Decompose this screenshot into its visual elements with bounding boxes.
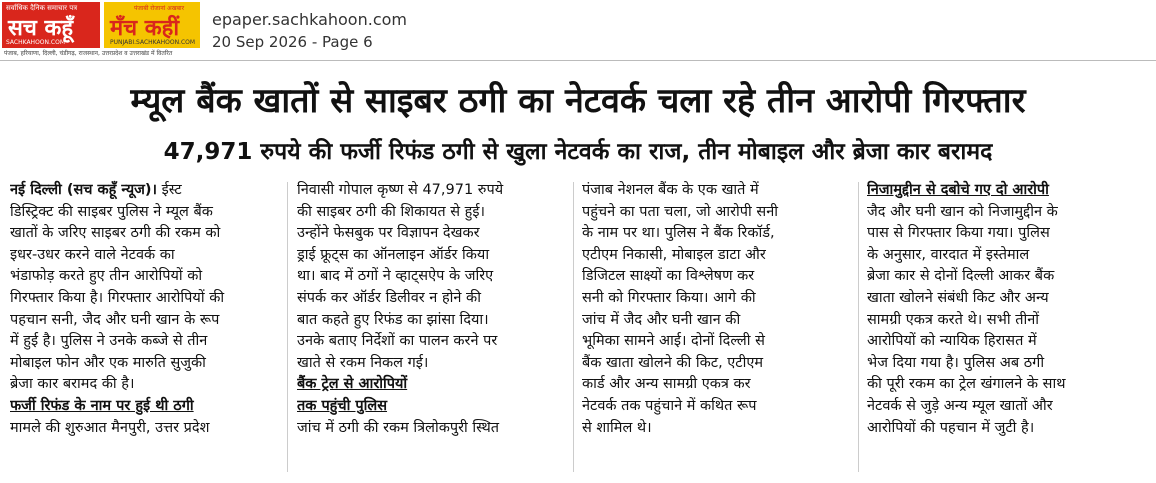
body-line [867,288,1137,310]
body-text: जैद और घनी खान को निजामुद्दीन के [867,203,1058,220]
body-text: ड्राई फ्रूट्स का ऑनलाइन ऑर्डर किया [297,246,490,263]
body-text: खाते से रकम निकल गई। [297,354,429,371]
body-line [582,418,852,440]
logo1-url: SACHKAHOON.COM [6,39,65,46]
body-line [10,310,280,332]
body-text: ब्रेजा कार बरामद की है। [10,376,135,393]
body-line [10,180,280,202]
body-line [10,266,280,288]
body-text: में हुई है। पुलिस ने उनके कब्जे से तीन [10,333,208,350]
body-text: की साइबर ठगी की शिकायत से हुई। [297,203,485,220]
body-text: से शामिल थे। [582,419,652,436]
body-line [582,202,852,224]
article-headline: म्यूल बैंक खातों से साइबर ठगी का नेटवर्क चला रहे तीन आरोपी गिरफ्तार [130,81,1026,121]
body-text: नेटवर्क से जुड़े अन्य म्यूल खातों और [867,397,1053,414]
body-text: पहचान सनी, जैद और घनी खान के रूप [10,311,220,328]
body-line [297,288,567,310]
body-text: खाता खोलने संबंधी किट और अन्य [867,289,1049,306]
body-line [867,331,1137,353]
body-text: मोबाइल फोन और एक मारुति सुजुकी [10,354,206,371]
body-line [297,245,567,267]
body-text: ईस्ट [156,182,182,198]
body-line [582,374,852,396]
site-url[interactable]: epaper.sachkahoon.com [212,10,407,29]
logo-editions: पंजाब, हरियाणा, दिल्ली, चंडीगढ़, राजस्थान, उत्तरप्रदेश व उत्तराखंड में वितरित [4,50,173,57]
body-line [297,266,567,288]
article-column-1 [10,180,280,439]
body-text: बैंक खाता खोलने की किट, एटीएम [582,354,764,371]
body-text: भंडाफोड़ करते हुए तीन आरोपियों को [10,268,203,285]
body-line [582,288,852,310]
subheading-text: निजामुद्दीन से दबोचे गए दो आरोपी [867,182,1049,198]
body-line [867,374,1137,396]
body-line [867,223,1137,245]
body-text: नेटवर्क तक पहुंचाने में कथित रूप [582,397,757,414]
body-line [867,245,1137,267]
body-line [582,331,852,353]
body-text: के नाम पर था। पुलिस ने बैंक रिकॉर्ड, [582,225,775,242]
body-line [10,418,280,440]
body-text: आरोपियों को न्यायिक हिरासत में [867,333,1037,350]
body-text: संपर्क कर ऑर्डर डिलीवर न होने की [297,289,481,306]
body-text: पहुंचने का पता चला, जो आरोपी सनी [582,203,779,220]
subheading [867,180,1137,202]
body-text: भूमिका सामने आई। दोनों दिल्ली से [582,333,765,350]
body-text: था। बाद में ठगों ने व्हाट्सऐप के जरिए [297,268,494,285]
dateline: नई दिल्ली (सच कहूँ न्यूज)। [10,182,157,198]
body-text: खातों के जरिए साइबर ठगी की रकम को [10,225,221,242]
body-text: जांच में जैद और घनी खान की [582,311,741,328]
body-line [867,310,1137,332]
body-line [867,353,1137,375]
body-text: इधर-उधर करने वाले नेटवर्क का [10,246,175,263]
body-text: उन्होंने फेसबुक पर विज्ञापन देखकर [297,225,480,242]
subheading [10,396,280,418]
body-text: पास से गिरफ्तार किया गया। पुलिस [867,225,1050,242]
column-divider [573,182,574,472]
body-line [867,418,1137,440]
page-info: 20 Sep 2026 - Page 6 [212,33,373,51]
header-divider [0,60,1156,61]
body-line [582,353,852,375]
body-line [10,245,280,267]
subheading-text: तक पहुंची पुलिस [297,397,388,414]
body-line [297,331,567,353]
subheading [297,374,567,396]
body-text: उनके बताए निर्देशों का पालन करने पर [297,333,498,350]
article-column-3 [582,180,852,439]
body-line [582,180,852,202]
body-line [297,223,567,245]
body-text: पंजाब नेशनल बैंक के एक खाते में [582,182,759,198]
punjabi-edition-logo[interactable] [104,2,200,48]
article-subheadline: 47,971 रुपये की फर्जी रिफंड ठगी से खुला नेटवर्क का राज, तीन मोबाइल और ब्रेजा कार बरामद [163,139,993,165]
body-text: गिरफ्तार किया है। गिरफ्तार आरोपियों की [10,289,225,306]
article-column-4 [867,180,1137,439]
body-text: आरोपियों की पहचान में जुटी है। [867,419,1035,436]
logo1-name: सच कहूँ [8,16,74,41]
subheading-text: फर्जी रिफंड के नाम पर हुई थी ठगी [10,397,194,414]
body-line [10,374,280,396]
body-line [297,202,567,224]
body-line [10,331,280,353]
column-divider [858,182,859,472]
body-text: भेज दिया गया है। पुलिस अब ठगी [867,354,1045,371]
body-line [582,245,852,267]
body-text: सामग्री एकत्र करते थे। सभी तीनों [867,311,1040,328]
body-line [582,396,852,418]
body-line [10,353,280,375]
body-line [867,202,1137,224]
body-line [297,180,567,202]
body-text: कार्ड और अन्य सामग्री एकत्र कर [582,376,751,393]
body-text: डिस्ट्रिक्ट की साइबर पुलिस ने म्यूल बैंक [10,203,213,220]
subheading-text: बैंक ट्रेल से आरोपियों [297,376,408,393]
body-text: बात कहते हुए रिफंड का झांसा दिया। [297,311,489,328]
logo2-tagline: पंजाबी रोजानां अखबार [134,5,185,12]
body-line [10,223,280,245]
body-line [10,202,280,224]
logo1-tagline: सर्वाधिक दैनिक समाचार पत्र [6,4,78,12]
body-line [582,310,852,332]
sach-kahoon-logo[interactable] [2,2,100,48]
body-text: डिजिटल साक्ष्यों का विश्लेषण कर [582,268,755,285]
logo2-url: PUNJABI.SACHKAHOON.COM [110,39,196,46]
body-text: ब्रेजा कार से दोनों दिल्ली आकर बैंक [867,268,1055,285]
body-line [867,266,1137,288]
body-line [297,353,567,375]
body-line [582,223,852,245]
body-text: निवासी गोपाल कृष्ण से 47,971 रुपये [297,182,504,198]
body-text: एटीएम निकासी, मोबाइल डाटा और [582,246,766,263]
body-text: मामले की शुरुआत मैनपुरी, उत्तर प्रदेश [10,419,210,436]
body-line [297,418,567,440]
body-text: के अनुसार, वारदात में इस्तेमाल [867,246,1030,263]
body-line [582,266,852,288]
logo2-name: मँच कहीं [110,16,180,41]
body-line [297,310,567,332]
column-divider [287,182,288,472]
body-line [867,396,1137,418]
article-column-2 [297,180,567,439]
body-text: की पूरी रकम का ट्रेल खंगालने के साथ [867,376,1066,393]
subheading [297,396,567,418]
body-text: सनी को गिरफ्तार किया। आगे की [582,289,756,306]
body-text: जांच में ठगी की रकम त्रिलोकपुरी स्थित [297,419,500,436]
body-line [10,288,280,310]
masthead-logos[interactable] [0,0,202,58]
